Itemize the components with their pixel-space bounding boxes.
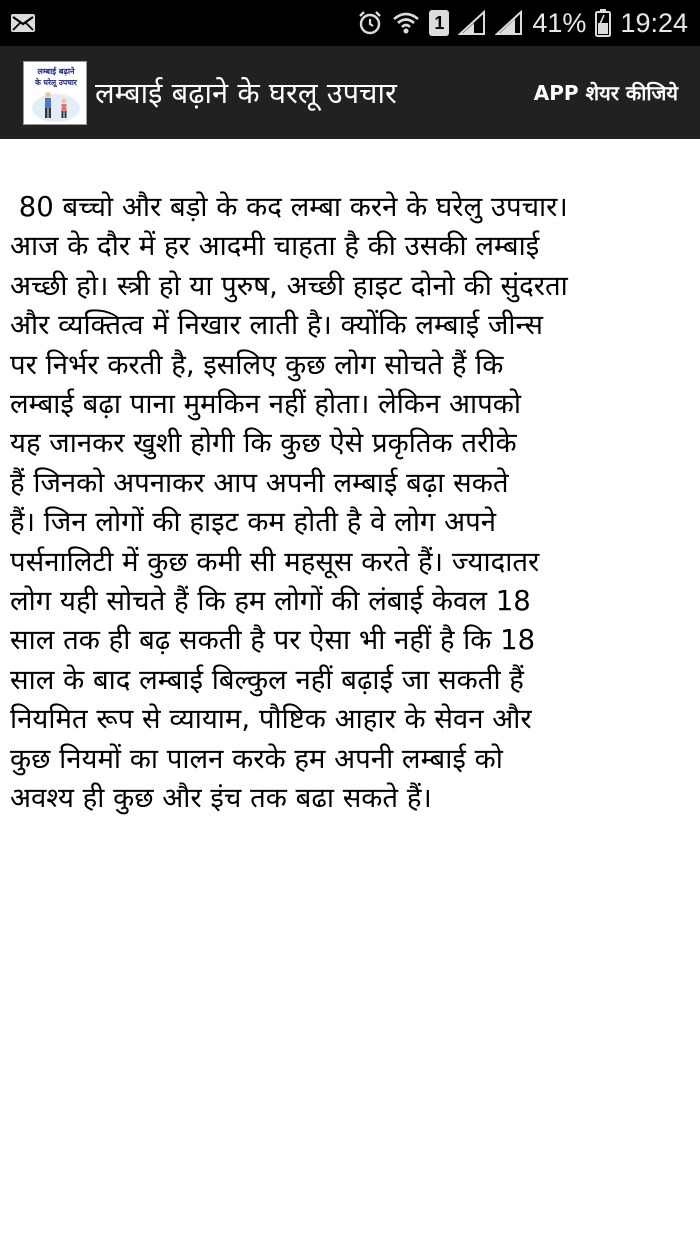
battery-percent: 41% <box>532 7 587 38</box>
signal-icon <box>458 10 486 36</box>
battery-icon <box>595 9 611 37</box>
wifi-icon <box>392 10 420 36</box>
content-area <box>10 188 696 819</box>
sim-number: 1 <box>434 12 445 33</box>
clock: 19:24 <box>620 7 688 38</box>
app-bar <box>0 46 700 139</box>
status-left <box>10 13 36 33</box>
share-app-button[interactable]: APP शेयर कीजिये <box>533 81 678 105</box>
signal-icon <box>495 10 523 36</box>
article-paragraph: 80 बच्चो और बड़ो के कद लम्बा करने के घरेलु उपचार। आज के दौर में हर आदमी चाहता है की उसकी लम्बाई अच्छी हो। स्त्री हो या पुरुष, अच्छी हाइट दोनो की सुंदरता और व्यक्तित्व में निखार लाती है। क्योंकि लम्बाई जीन्स पर निर्भर करती है, इसलिए कुछ लोग सोचते हैं कि लम्बाई बढ़ा पाना मुमकिन नहीं होता। लेकिन आपको यह जानकर खुशी होगी कि कुछ ऐसे प्रकृतिक तरीके हैं जिनको अपनाकर आप अपनी लम्बाई बढ़ा सकते हैं। जिन लोगों की हाइट कम होती है वे लोग अपने पर्सनालिटी में कुछ कमी सी महसूस करते हैं। ज्यादातर लोग यही सोचते हैं कि हम लोगों की लंबाई केवल 18 साल तक ही बढ़ सकती है पर ऐसा भी नहीं है कि 18 साल के बाद लम्बाई बिल्कुल नहीं बढ़ाई जा सकती हैं नियमित रूप से व्यायाम, पौष्टिक आहार के सेवन और कुछ नियमों का पालन करके हम अपनी लम्बाई को अवश्य ही कुछ और इंच तक बढा सकते हैं। <box>10 191 568 815</box>
alarm-icon <box>357 10 383 36</box>
sim-1-icon <box>429 10 449 36</box>
logo-text-line1: लम्बाई बढ़ाने <box>37 66 75 76</box>
status-bar <box>0 0 700 46</box>
logo-text-line2: के घरेलू उपचार <box>35 77 77 87</box>
mail-icon <box>10 13 36 33</box>
app-title: लम्बाई बढ़ाने के घरलू उपचार <box>95 76 397 110</box>
status-right <box>357 8 688 39</box>
app-logo <box>23 61 87 125</box>
